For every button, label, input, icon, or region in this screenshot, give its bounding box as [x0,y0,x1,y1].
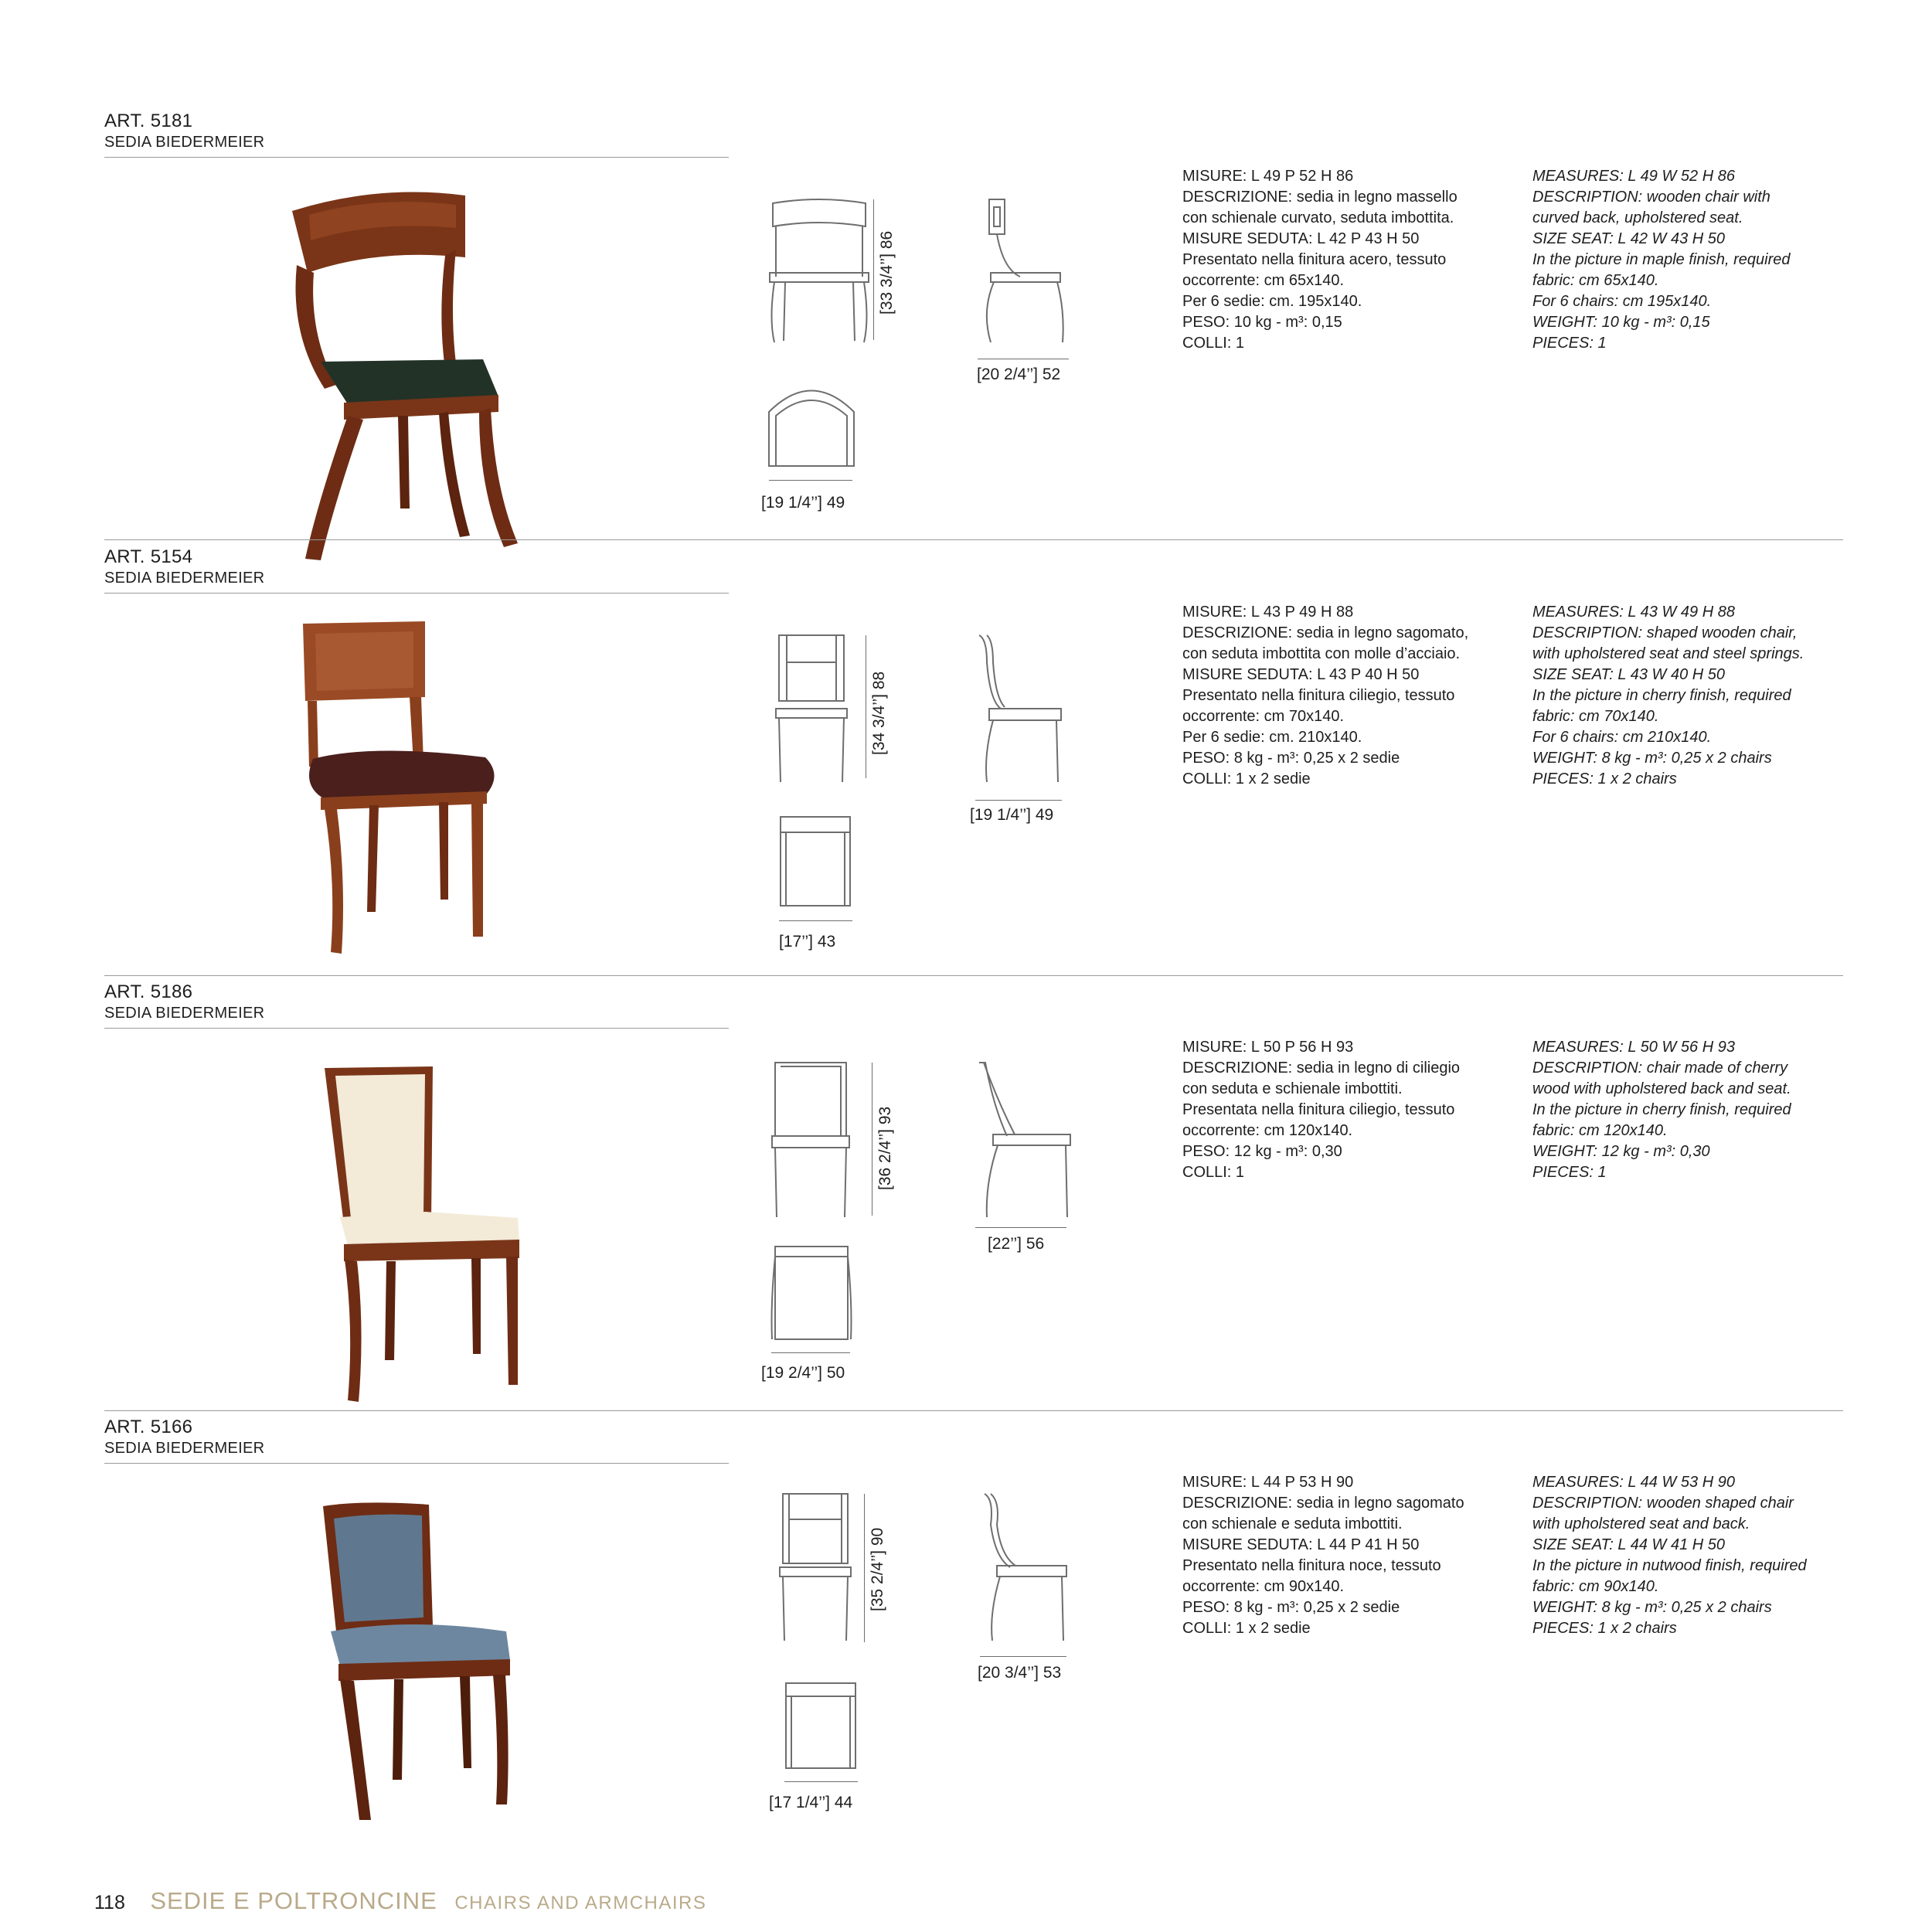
spec-line: WEIGHT: 10 kg - m³: 0,15 [1532,314,1710,331]
spec-line: MISURE SEDUTA: L 43 P 40 H 50 [1182,666,1420,683]
spec-italian [1182,166,1458,354]
top-view-drawing [777,813,854,910]
spec-line: PESO: 12 kg - m³: 0,30 [1182,1143,1342,1160]
spec-line: DESCRIPTION: chair made of cherry [1532,1060,1788,1077]
depth-dimension-label: [19 1/4’’] 49 [970,806,1054,824]
height-dimension-line [873,199,874,340]
spec-line: wood with upholstered back and seat. [1532,1080,1791,1097]
spec-line: occorrente: cm 90x140. [1182,1578,1344,1595]
product-section-5181 [0,111,1932,543]
spec-line: curved back, upholstered seat. [1532,209,1743,226]
spec-line: WEIGHT: 8 kg - m³: 0,25 x 2 chairs [1532,1599,1772,1616]
upholstered-blue-chair-photo [317,1502,518,1826]
spec-line: con seduta imbottita con molle d’acciaio. [1182,645,1461,662]
side-view-drawing [970,1059,1078,1221]
spec-line: MISURE: L 43 P 49 H 88 [1182,604,1354,621]
spec-line: WEIGHT: 8 kg - m³: 0,25 x 2 chairs [1532,750,1772,767]
depth-dimension-line [980,1656,1066,1657]
spec-line: PESO: 10 kg - m³: 0,15 [1182,314,1342,331]
spec-line: MISURE SEDUTA: L 44 P 41 H 50 [1182,1536,1420,1553]
spec-english [1532,602,1804,790]
spec-line: DESCRIZIONE: sedia in legno di ciliegio [1182,1060,1461,1077]
height-dimension-label: [33 3/4’’] 86 [878,230,896,315]
page-number: 118 [94,1892,125,1913]
klismos-chair-photo [263,157,526,574]
article-number: ART. 5154 [104,546,193,567]
spec-line: con seduta e schienale imbottiti. [1182,1080,1403,1097]
spec-line: In the picture in cherry finish, required [1532,687,1791,704]
spec-italian [1182,1472,1464,1639]
spec-line: Presentato nella finitura ciliegio, tessuto [1182,687,1455,704]
top-view-drawing [782,1679,859,1772]
depth-dimension-line [975,800,1062,801]
spec-line: con schienale e seduta imbottiti. [1182,1515,1403,1532]
spec-line: COLLI: 1 [1182,1164,1245,1181]
spec-line: occorrente: cm 120x140. [1182,1122,1353,1139]
side-view-drawing [975,1490,1076,1645]
title-divider [104,593,729,594]
section-divider [104,539,1843,540]
spec-line: PIECES: 1 [1532,1164,1607,1181]
page-footer [94,1887,706,1918]
section-divider [104,975,1843,976]
spec-line: fabric: cm 90x140. [1532,1578,1659,1595]
spec-line: con schienale curvato, seduta imbottita. [1182,209,1454,226]
spec-line: Per 6 sedie: cm. 195x140. [1182,293,1362,310]
spec-line: For 6 chairs: cm 195x140. [1532,293,1712,310]
spec-line: PIECES: 1 x 2 chairs [1532,770,1677,787]
spec-line: SIZE SEAT: L 44 W 41 H 50 [1532,1536,1725,1553]
spec-line: fabric: cm 70x140. [1532,708,1659,725]
spec-line: WEIGHT: 12 kg - m³: 0,30 [1532,1143,1710,1160]
spec-line: COLLI: 1 x 2 sedie [1182,1620,1311,1637]
section-divider [104,1410,1843,1411]
spec-italian [1182,602,1468,790]
spec-english [1532,166,1791,354]
side-view-drawing [970,631,1070,786]
width-dimension-label: [17’’] 43 [779,933,836,951]
product-section-5186 [0,981,1932,1414]
spec-line: Presentato nella finitura acero, tessuto [1182,251,1447,268]
section-title-italian: SEDIE E POLTRONCINE [150,1887,437,1914]
spec-line: MEASURES: L 44 W 53 H 90 [1532,1474,1735,1491]
spec-line: MISURE: L 50 P 56 H 93 [1182,1039,1354,1056]
depth-dimension-label: [20 3/4’’] 53 [978,1664,1062,1682]
depth-dimension-label: [20 2/4’’] 52 [977,366,1061,383]
article-subtitle: SEDIA BIEDERMEIER [104,1005,265,1022]
front-view-drawing [769,1059,854,1221]
width-dimension-line [784,1781,858,1782]
spec-line: DESCRIPTION: shaped wooden chair, [1532,624,1798,641]
spec-line: PESO: 8 kg - m³: 0,25 x 2 sedie [1182,1599,1400,1616]
article-subtitle: SEDIA BIEDERMEIER [104,134,265,151]
width-dimension-label: [17 1/4’’] 44 [769,1794,853,1811]
top-view-drawing [765,381,858,470]
spec-line: In the picture in nutwood finish, required [1532,1557,1807,1574]
width-dimension-label: [19 1/4’’] 49 [761,494,845,512]
spec-line: For 6 chairs: cm 210x140. [1532,729,1712,746]
article-subtitle: SEDIA BIEDERMEIER [104,1440,265,1457]
front-view-drawing [773,631,850,786]
spec-line: MEASURES: L 50 W 56 H 93 [1532,1039,1735,1056]
width-dimension-line [771,1352,850,1353]
side-view-drawing [974,196,1074,350]
spec-line: DESCRIZIONE: sedia in legno sagomato, [1182,624,1469,641]
spec-line: fabric: cm 120x140. [1532,1122,1668,1139]
spec-line: MISURE: L 44 P 53 H 90 [1182,1474,1354,1491]
spec-line: SIZE SEAT: L 42 W 43 H 50 [1532,230,1725,247]
spec-line: DESCRIPTION: wooden chair with [1532,189,1770,206]
spec-line: MISURE: L 49 P 52 H 86 [1182,168,1354,185]
article-subtitle: SEDIA BIEDERMEIER [104,570,265,587]
product-section-5154 [0,546,1932,979]
panel-back-chair-photo [294,620,510,960]
spec-line: COLLI: 1 [1182,335,1245,352]
title-divider [104,1028,729,1029]
spec-line: occorrente: cm 65x140. [1182,272,1344,289]
front-view-drawing [777,1490,854,1645]
spec-line: COLLI: 1 x 2 sedie [1182,770,1311,787]
spec-line: MEASURES: L 43 W 49 H 88 [1532,604,1735,621]
height-dimension-label: [36 2/4’’] 93 [876,1106,894,1190]
width-dimension-line [769,480,852,481]
section-title-english: CHAIRS AND ARMCHAIRS [454,1893,707,1913]
spec-english [1532,1037,1791,1183]
upholstered-back-chair-photo [317,1066,526,1406]
top-view-drawing [769,1243,854,1343]
height-dimension-label: [34 3/4’’] 88 [870,671,888,755]
spec-line: with upholstered seat and steel springs. [1532,645,1804,662]
height-dimension-line [864,1494,865,1642]
spec-line: fabric: cm 65x140. [1532,272,1659,289]
spec-line: In the picture in cherry finish, required [1532,1101,1791,1118]
spec-line: PIECES: 1 x 2 chairs [1532,1620,1677,1637]
depth-dimension-label: [22’’] 56 [988,1235,1045,1253]
spec-line: DESCRIZIONE: sedia in legno sagomato [1182,1495,1464,1512]
spec-italian [1182,1037,1460,1183]
spec-english [1532,1472,1807,1639]
spec-line: Presentata nella finitura ciliegio, tessuto [1182,1101,1455,1118]
spec-line: MISURE SEDUTA: L 42 P 43 H 50 [1182,230,1420,247]
spec-line: DESCRIPTION: wooden shaped chair [1532,1495,1794,1512]
height-dimension-label: [35 2/4’’] 90 [869,1527,886,1611]
article-number: ART. 5181 [104,111,193,131]
spec-line: DESCRIZIONE: sedia in legno massello [1182,189,1458,206]
spec-line: occorrente: cm 70x140. [1182,708,1344,725]
spec-line: Presentato nella finitura noce, tessuto [1182,1557,1441,1574]
spec-line: PIECES: 1 [1532,335,1607,352]
product-section-5166 [0,1417,1932,1849]
spec-line: In the picture in maple finish, required [1532,251,1791,268]
article-number: ART. 5166 [104,1417,193,1437]
width-dimension-line [779,920,852,921]
article-number: ART. 5186 [104,981,193,1002]
spec-line: MEASURES: L 49 W 52 H 86 [1532,168,1735,185]
spec-line: PESO: 8 kg - m³: 0,25 x 2 sedie [1182,750,1400,767]
front-view-drawing [765,196,873,350]
spec-line: with upholstered seat and back. [1532,1515,1750,1532]
width-dimension-label: [19 2/4’’] 50 [761,1364,845,1382]
depth-dimension-line [975,1227,1066,1228]
spec-line: SIZE SEAT: L 43 W 40 H 50 [1532,666,1725,683]
spec-line: Per 6 sedie: cm. 210x140. [1182,729,1362,746]
title-divider [104,1463,729,1464]
